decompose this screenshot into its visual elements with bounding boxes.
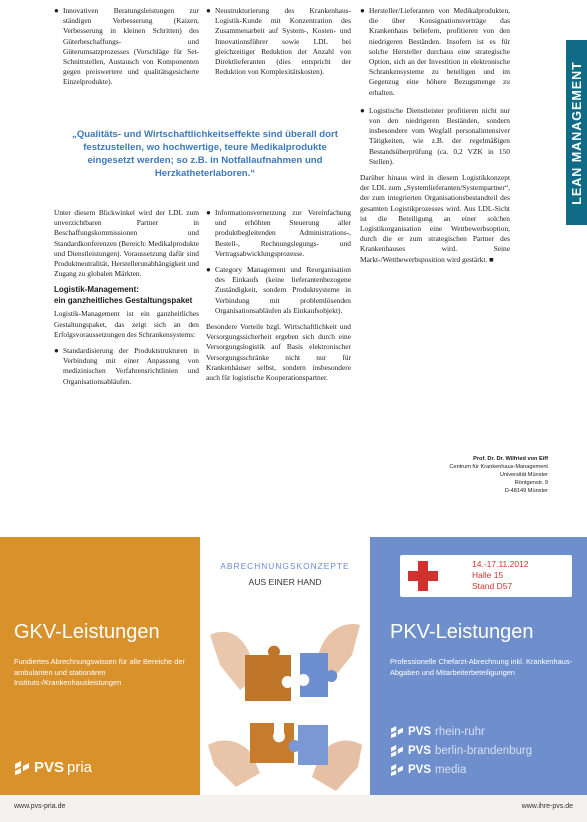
bullet-item: ● Informationsvernetzung zur Vereinfachung und erhöhten Steuerung aller produktbegleitenden Administrations-, Bestell-, Rechnungslegungs- und Vertragsabwicklungsprozesse. [206, 208, 351, 258]
section-paragraph: Logistik-Management ist ein ganzheitliches Gestaltungspaket, das zeigt sich an den Erfolgsvoraussetzungen des Schrankensystems: [54, 309, 199, 339]
ad-pkv-panel [370, 537, 587, 822]
author-institution: Centrum für Krankenhaus-Management [449, 464, 548, 470]
ad-center-panel [200, 537, 370, 822]
bullet-dot: ● [54, 6, 59, 15]
pvs-logo-icon [390, 764, 404, 776]
pvs-logo-icon [390, 726, 404, 738]
pvs-pria-link[interactable]: www.pvs-pria.de [14, 803, 66, 810]
pkv-description: Professionelle Chefarzt-Abrechnung inkl. Krankenhaus-Abgaben und Mitarbeiterbeteiligungen [390, 657, 572, 677]
bullet-item: ● Neustrukturierung des Krankenhaus-Logistik-Kunde mit Konzentration des Zusammenarbeit auf System-, Kosten- und Innovationsführer sowie LDL bei gleichzeitiger Reduktion der Anzahl von Direktlieferanten (dies entspricht der Reduktion von Komplexitätskosten). [206, 6, 351, 77]
bullet-dot: ● [206, 265, 211, 275]
bullet-dot: ● [54, 346, 59, 356]
conclusion-paragraph: Darüber hinaus wird in diesem Logistikkonzept der LDL zum „Systemlieferanten/Systempartner“, der zum integrierten Organisationsbestandteil des gesamten Logistikprozesses wird. Aus LDL-Sicht ist die Beteiligung an einer solchen Logistikorganisation eine Wettbewerbsoption, durch die er zum strategischen Partner des Krankenhauses wird. Seine Markt-/Wettbewerbsposition wird gestärkt. ■ [360, 173, 510, 264]
puzzle-piece-orange-2 [250, 723, 294, 763]
badge-stand: Stand D57 [472, 581, 513, 591]
ad-subheading: AUS EINER HAND [248, 577, 322, 587]
bullet-dot: ● [360, 6, 365, 15]
column-2-bottom [206, 208, 351, 389]
brand-item: PVS rhein-ruhr [390, 722, 580, 741]
pvs-logo-icon [14, 761, 30, 775]
bullet-item: ● Logistische Dienstleister profitieren nicht nur von den niedrigeren Beständen, sondern insbesondere vom Wegfall personalintensiver Tätigkeiten, wie z.B. der regelmäßigen Bestandsüberprüfung (ca. 0,2 VZK in 150 Stellen). [360, 105, 510, 166]
column-1-bottom [54, 208, 199, 393]
column-3 [360, 6, 510, 271]
gkv-title: GKV-Leistungen [14, 621, 160, 643]
bullet-dot: ● [206, 208, 211, 217]
pull-quote: „Qualitäts- und Wirtschaftlichkeitseffekte sind überall dort festzustellen, wo hochwertige, teure Medikalprodukte eingesetzt werden; so z.B. in Notfallaufnahmen und Herzkatheterlaboren.“ [72, 129, 338, 179]
bullet-dot: ● [206, 6, 211, 15]
ad-heading: ABRECHNUNGSKONZEPTE [220, 561, 350, 571]
section-tab [566, 40, 587, 225]
pvs-logo-icon [390, 745, 404, 757]
badge-hall: Halle 15 [472, 570, 504, 580]
medical-cross-icon [408, 561, 438, 591]
brand-item: PVS berlin-brandenburg [390, 741, 580, 760]
ad-gkv-panel [0, 537, 200, 822]
puzzle-hands-image [200, 595, 370, 795]
ad-footer [0, 795, 587, 822]
column-1-top [54, 6, 199, 94]
advertisement [0, 537, 587, 822]
bullet-item: ● Category Management und Reorganisation des Einkaufs (keine lieferantenbezogene Zuständigkeit, sondern Produktsysteme in Verbindung mit problemlösenden Organisationsabläufen als Einkaufsobjekt). [206, 265, 351, 315]
brand-item: PVS media [390, 760, 580, 779]
advantages-paragraph: Besondere Vorteile bzgl. Wirtschaftlichkeit und Versorgungssicherheit ergeben sich durch eine Versorgungslogistik auf Basis elektronischer Versorgungsschränke nicht nur für Krankenhäuser selbst, sondern insbesondere auch für logistische Kooperationspartner. [206, 322, 351, 383]
section-heading: Logistik-Management: ein ganzheitliches Gestaltungspaket [54, 285, 193, 305]
gkv-description: Fundiertes Abrechnungswissen für alle Bereiche der ambulanten und stationären Instituts-/Krankenhausleistungen [14, 657, 185, 687]
puzzle-piece-blue-2 [289, 725, 328, 765]
bullet-dot: ● [360, 105, 365, 115]
author-university: Universität Münster [499, 472, 548, 478]
badge-date: 14.-17.11.2012 [472, 559, 529, 569]
author-name: Prof. Dr. Dr. Wilfried von Eiff [473, 456, 548, 462]
pvs-pria-logo: PVS pria [14, 759, 92, 776]
puzzle-piece-orange [245, 646, 291, 701]
pvs-brand-list [390, 722, 580, 779]
fair-badge [400, 555, 572, 597]
intro-paragraph: Unter diesem Blickwinkel wird der LDL zum unverzichtbaren Partner in Beschaffungskommissionen und Standardkonferenzen (Bereich: Medikalprodukte und Dienstleistungen). Voraussetzung dafür sind Produktneutralität, Herstellerunabhängigkeit und Zugang zu globalen Märkten. [54, 208, 199, 279]
end-mark: ■ [489, 254, 494, 264]
pkv-title: PKV-Leistungen [390, 621, 534, 643]
bullet-item: ● Innovativen Beratungsleistungen zur ständigen Verbesserung (Kaizen, Verbesserung in kleinen Schritten) des Güterbeschaffungs- und Güterumsatzprozesses (Vorschläge für Set-Schnittstellen, Austausch von Komponenten gegen preiswertere und qualitätsgesicherte Einzelprodukte). [54, 6, 199, 87]
author-city: D-48149 Münster [504, 488, 548, 494]
author-block [428, 455, 548, 495]
ihre-pvs-link[interactable]: www.ihre-pvs.de [521, 803, 573, 810]
column-2-top [206, 6, 351, 83]
section-tab-label: LEAN MANAGEMENT [569, 60, 584, 205]
bullet-item: ● Hersteller/Lieferanten von Medikalprodukten, die über Konsignationsverträge das Krankenhaus beliefern, profitieren von den niedrigeren Beständen. Insofern ist es für solche Hersteller durchaus eine strategische Option, sich an der Investition in elektronische Schrankensysteme zu beteiligen und im Gegenzug eine höhere Bezugsmenge zu erhalten. [360, 6, 510, 97]
bullet-item: ● Standardisierung der Produktstrukturen in Verbindung mit einer Anpassung von medizinischen Verfahrensrichtlinien und Organisationsabläufen. [54, 346, 199, 386]
author-street: Röntgenstr. 9 [514, 480, 548, 486]
